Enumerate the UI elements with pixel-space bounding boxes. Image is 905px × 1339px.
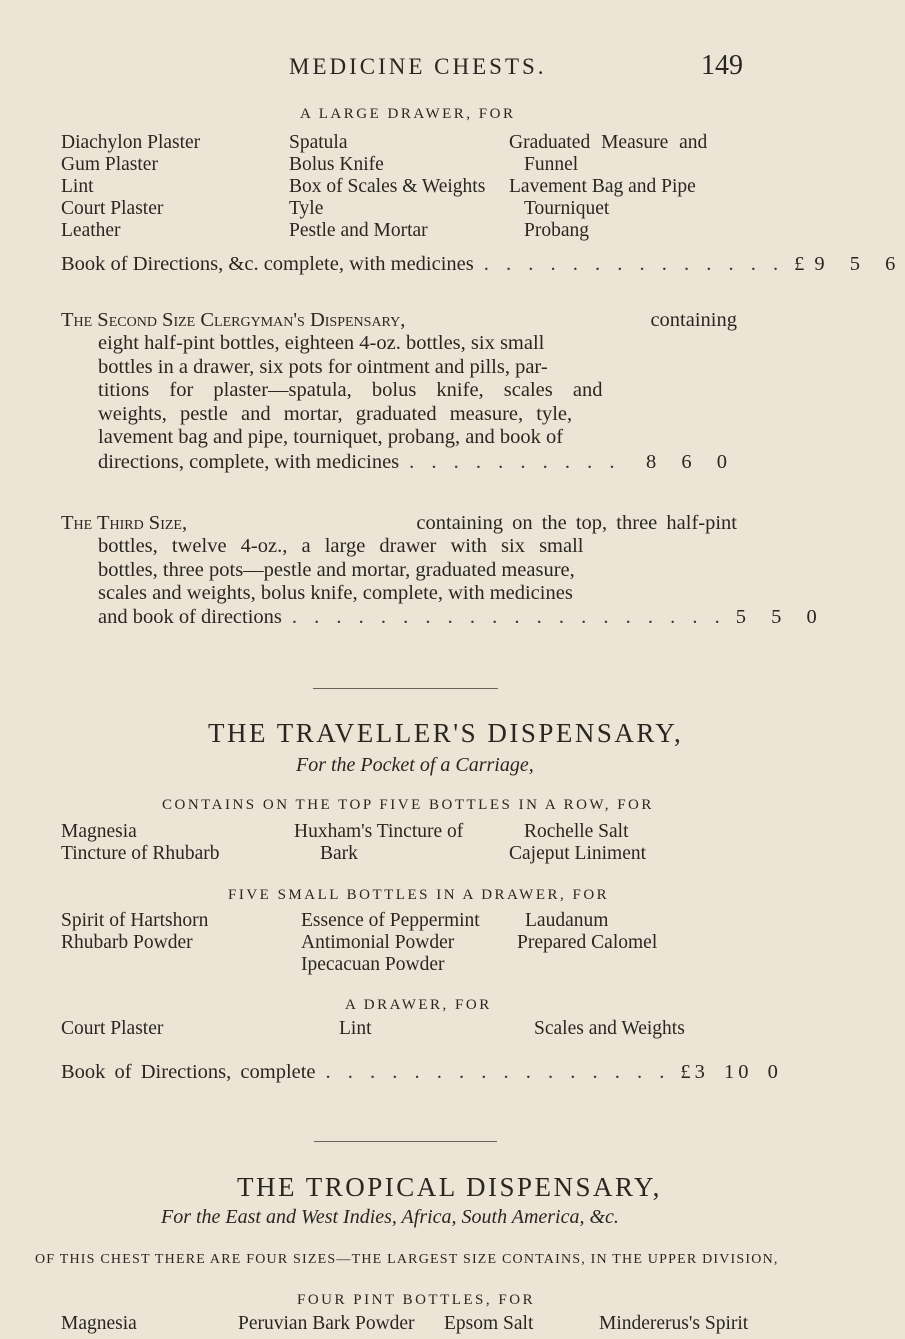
list-item: Spatula xyxy=(289,132,348,153)
section-title: THE TRAVELLER'S DISPENSARY, xyxy=(208,718,684,748)
list-item: Ipecacuan Powder xyxy=(301,954,445,975)
list-item: Funnel xyxy=(524,154,579,175)
drawer-column-3 xyxy=(509,132,707,242)
second-size-body xyxy=(98,332,716,450)
list-item: Box of Scales & Weights xyxy=(289,176,486,197)
list-item: Antimonial Powder xyxy=(301,932,455,953)
contents-heading: CONTAINS ON THE TOP FIVE BOTTLES IN A ROW, FOR xyxy=(162,797,654,813)
page-header xyxy=(0,50,800,90)
list-item: Magnesia xyxy=(61,1313,137,1334)
list-item: Court Plaster xyxy=(61,1018,164,1039)
paragraph-line: bottles in a drawer, six pots for ointment and pills, par- xyxy=(98,355,548,378)
price-line-description: directions, complete, with medicines xyxy=(98,451,400,473)
drawer-column-1 xyxy=(61,132,200,242)
list-item: Probang xyxy=(524,220,589,241)
list-item: Spirit of Hartshorn xyxy=(61,910,209,931)
paragraph-text: containing xyxy=(650,309,737,331)
dot-leader: . . . . . . . . . . . . . . xyxy=(483,253,785,275)
price-line-description: and book of directions xyxy=(98,606,282,628)
list-item: Gum Plaster xyxy=(61,154,158,175)
paragraph-line: scales and weights, bolus knife, complete, with medicines xyxy=(98,582,573,604)
paragraph-line: eight half-pint bottles, eighteen 4-oz. bottles, six small xyxy=(98,332,545,354)
paragraph-line: titions for plaster—spatula, bolus knife, scales and xyxy=(98,379,603,401)
drawer-heading: A LARGE DRAWER, FOR xyxy=(300,106,516,122)
list-item: Court Plaster xyxy=(61,198,164,219)
list-item: Mindererus's Spirit xyxy=(599,1313,749,1334)
list-item: Pestle and Mortar xyxy=(289,220,428,241)
price: 8 6 0 xyxy=(646,451,737,473)
price: £3 10 0 xyxy=(680,1061,782,1083)
list-item: Tincture of Rhubarb xyxy=(61,843,220,864)
second-size-paragraph xyxy=(61,309,737,333)
running-title: MEDICINE CHESTS. xyxy=(289,54,547,79)
price-line-description: Book of Directions, &c. complete, with medicines xyxy=(61,253,474,275)
dot-leader: . . . . . . . . . . xyxy=(409,451,621,473)
section-divider xyxy=(314,1141,497,1142)
list-item: Tourniquet xyxy=(524,198,610,219)
paragraph-line: lavement bag and pipe, tourniquet, probang, and book of xyxy=(98,426,564,448)
section-divider xyxy=(313,688,498,689)
price-line-description: Book of Directions, complete xyxy=(61,1061,316,1083)
paragraph-lead: The Third Size, xyxy=(61,512,188,534)
list-item: Magnesia xyxy=(61,821,137,842)
list-item: Cajeput Liniment xyxy=(509,843,647,864)
list-item: Laudanum xyxy=(525,910,609,931)
section-subtitle: For the Pocket of a Carriage, xyxy=(296,754,534,776)
list-item: Lint xyxy=(61,176,94,197)
section-subtitle: For the East and West Indies, Africa, South America, &c. xyxy=(161,1206,619,1228)
price: £9 5 6 xyxy=(794,253,905,275)
list-item: Peruvian Bark Powder xyxy=(238,1313,415,1334)
paragraph-line: weights, pestle and mortar, graduated measure, tyle, xyxy=(98,402,573,425)
list-item: Epsom Salt xyxy=(444,1313,534,1334)
section-title: THE TROPICAL DISPENSARY, xyxy=(237,1172,662,1202)
paragraph-line: bottles, twelve 4-oz., a large drawer with six small xyxy=(98,535,584,557)
list-item: Lavement Bag and Pipe xyxy=(509,176,696,197)
list-item: Scales and Weights xyxy=(534,1018,685,1039)
dot-leader: . . . . . . . . . . . . . . . . . . . . xyxy=(291,606,726,628)
list-item: Huxham's Tincture of xyxy=(294,821,464,842)
price: 5 5 0 xyxy=(735,606,827,628)
paragraph-lead: The Second Size Clergyman's Dispensary, xyxy=(61,309,406,331)
list-item: Tyle xyxy=(289,198,324,219)
price-line xyxy=(61,1061,782,1084)
dot-leader: . . . . . . . . . . . . . . . . xyxy=(325,1061,671,1083)
drawer-column-2 xyxy=(289,132,485,242)
contents-heading: FOUR PINT BOTTLES, FOR xyxy=(297,1292,536,1308)
third-size-body xyxy=(98,535,716,606)
price-line xyxy=(61,253,905,276)
contents-heading: A DRAWER, FOR xyxy=(345,997,492,1013)
list-item: Bark xyxy=(320,843,358,864)
list-item: Diachylon Plaster xyxy=(61,132,201,153)
list-item: Leather xyxy=(61,220,121,241)
list-item: Prepared Calomel xyxy=(517,932,658,953)
list-item: Bolus Knife xyxy=(289,154,384,175)
list-item: Rochelle Salt xyxy=(524,821,629,842)
list-item: Essence of Peppermint xyxy=(301,910,480,931)
list-item: Graduated Measure and xyxy=(509,132,708,153)
page-number: 149 xyxy=(701,50,743,81)
third-size-paragraph xyxy=(61,512,737,535)
paragraph-line: bottles, three pots—pestle and mortar, graduated measure, xyxy=(98,558,575,581)
contents-heading: OF THIS CHEST THERE ARE FOUR SIZES—THE LARGEST SIZE CONTAINS, IN THE UPPER DIVISION, xyxy=(35,1252,779,1267)
list-item: Rhubarb Powder xyxy=(61,932,193,953)
contents-heading: FIVE SMALL BOTTLES IN A DRAWER, FOR xyxy=(228,887,610,903)
list-item: Lint xyxy=(339,1018,372,1039)
price-line xyxy=(98,606,827,629)
paragraph-text: containing on the top, three half-pint xyxy=(416,512,737,534)
price-line xyxy=(98,451,737,474)
